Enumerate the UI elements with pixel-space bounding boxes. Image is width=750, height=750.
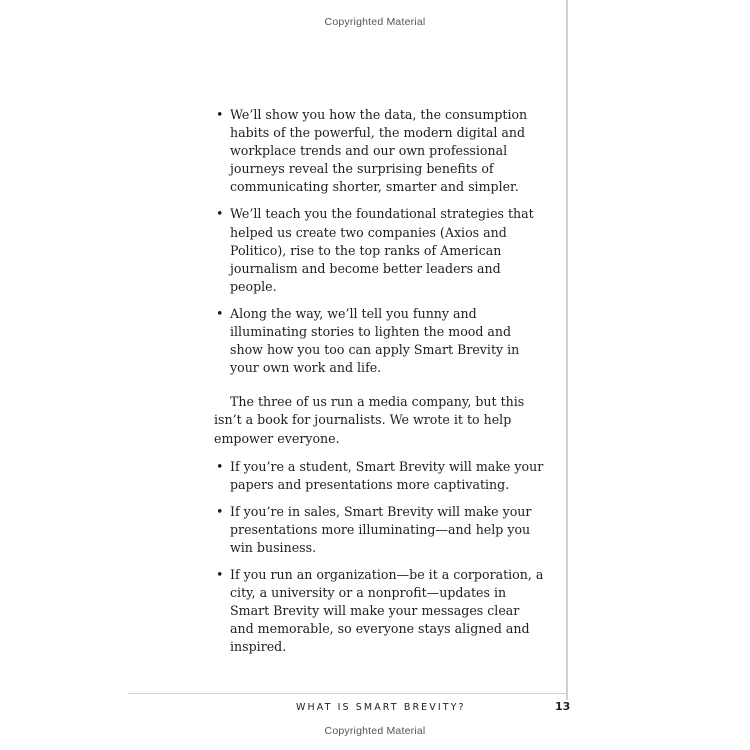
list-item	[214, 458, 544, 494]
bullet-icon: •	[216, 503, 224, 519]
running-footer: WHAT IS SMART BREVITY?	[296, 702, 466, 713]
list-item	[214, 503, 544, 557]
list-item	[214, 305, 544, 377]
footer-divider	[128, 693, 568, 694]
page-body	[214, 106, 544, 666]
list-item	[214, 205, 544, 295]
list-item	[214, 566, 544, 656]
bullet-list-benefits	[214, 106, 544, 377]
watermark-bottom: Copyrighted Material	[324, 725, 426, 737]
list-item	[214, 106, 544, 196]
page-edge	[566, 0, 568, 700]
bullet-text: We’ll teach you the foundational strategies that helped us create two companies (Axios and Politico), rise to the top ranks of American journalism and become better leaders and people.	[230, 206, 534, 294]
bullet-text: If you’re a student, Smart Brevity will make your papers and presentations more captivating.	[230, 458, 544, 492]
watermark-top: Copyrighted Material	[324, 16, 426, 28]
bullet-icon: •	[216, 206, 224, 222]
bullet-icon: •	[216, 458, 224, 474]
bullet-icon: •	[216, 567, 224, 583]
bullet-text: If you’re in sales, Smart Brevity will make your presentations more illuminating—and help you win business.	[230, 503, 532, 555]
bullet-text: Along the way, we’ll tell you funny and illuminating stories to lighten the mood and show how you too can apply Smart Brevity in your own work and life.	[230, 305, 520, 376]
bullet-icon: •	[216, 107, 224, 122]
body-paragraph: The three of us run a media company, but this isn’t a book for journalists. We wrote it to help empower everyone.	[214, 394, 525, 446]
bullet-list-audiences	[214, 458, 544, 657]
bullet-icon: •	[216, 305, 224, 321]
bullet-text: If you run an organization—be it a corporation, a city, a university or a nonprofit—updates in Smart Brevity will make your messages clear and memorable, so everyone stays aligned and inspired.	[230, 567, 544, 655]
bullet-text: We’ll show you how the data, the consumption habits of the powerful, the modern digital and workplace trends and our own professional journeys reveal the surprising benefits of communicating shorter, smarter and simpler.	[230, 107, 528, 195]
page-number: 13	[555, 700, 571, 713]
